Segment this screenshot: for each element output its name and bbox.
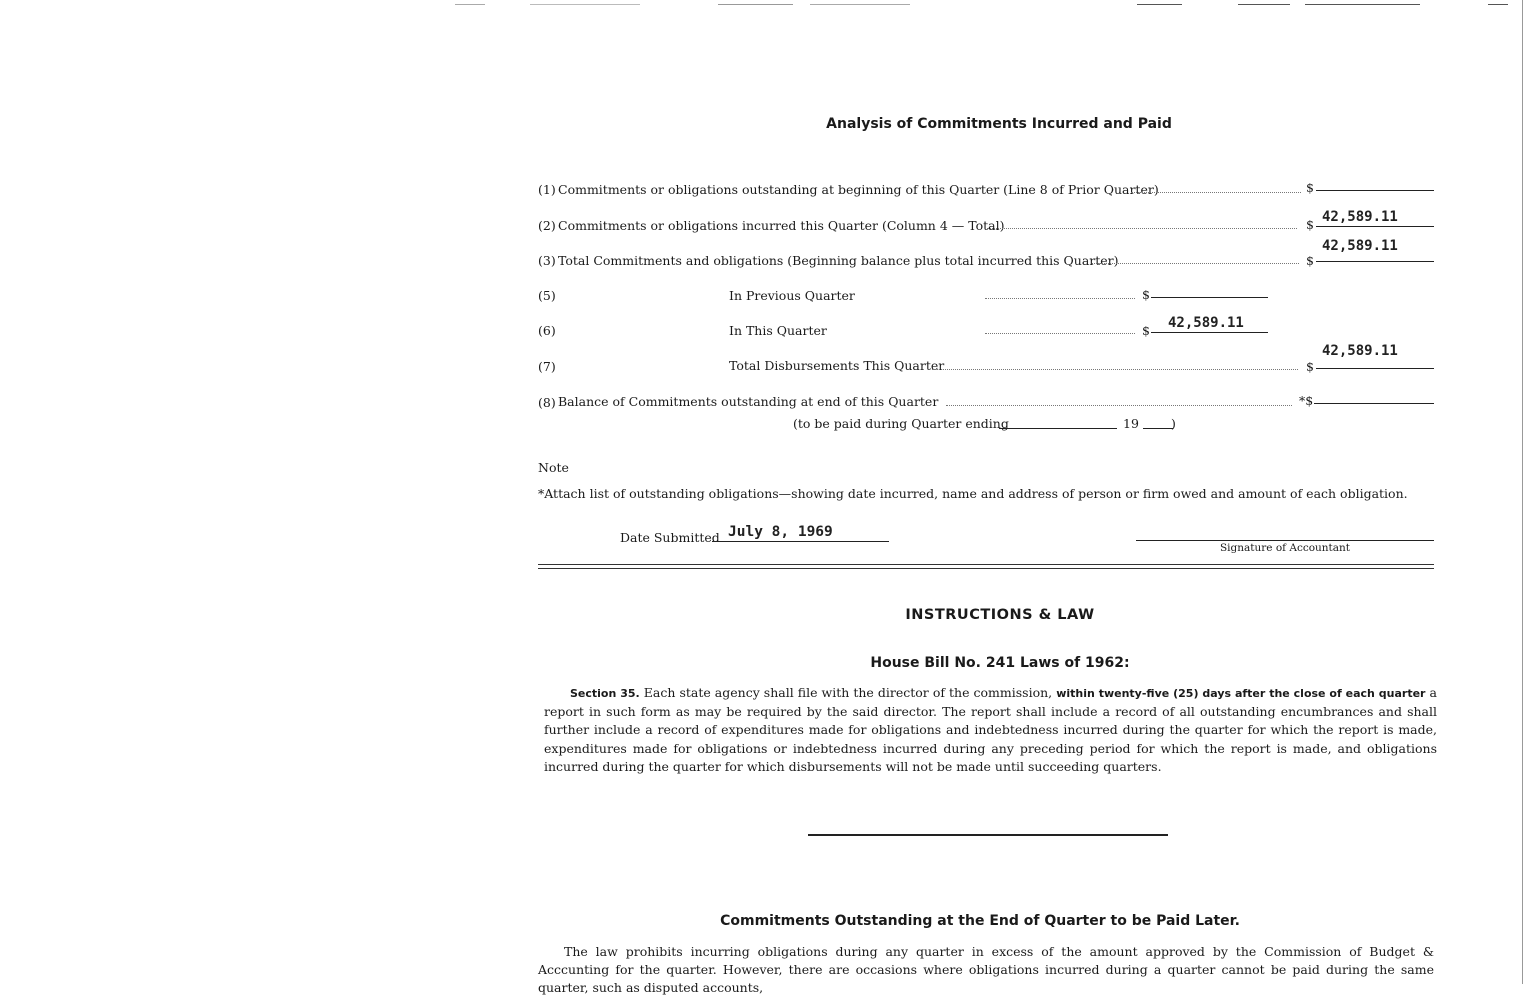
line-8-label: Balance of Commitments outstanding at end of this Quarter (558, 394, 939, 409)
section-35-paragraph (544, 684, 1437, 776)
signature-line (1136, 540, 1434, 541)
signature-label: Signature of Accountant (1219, 542, 1351, 554)
line-6-number: (6) (538, 323, 556, 338)
analysis-title: Analysis of Commitments Incurred and Paid (826, 116, 1172, 132)
line-2-leader (987, 228, 1297, 229)
line-7-dollar: $ (1306, 359, 1314, 374)
line-3-label: Total Commitments and obligations (Beginning balance plus total incurred this Quarter) (558, 253, 1119, 268)
date-submitted-line (712, 541, 889, 542)
line-5-number: (5) (538, 288, 556, 303)
line-7-label: Total Disbursements This Quarter (729, 358, 945, 373)
line-2-label: Commitments or obligations incurred this Quarter (Column 4 — Total) (558, 218, 1005, 233)
bill-title: House Bill No. 241 Laws of 1962: (870, 655, 1130, 671)
line-8-dollar: *$ (1299, 393, 1314, 408)
line-3-amount: 42,589.11 (1322, 238, 1398, 254)
line-3-dollar: $ (1306, 253, 1314, 268)
line-1-dollar: $ (1306, 180, 1314, 195)
line-7-leader (932, 369, 1298, 370)
line-7-number: (7) (538, 359, 556, 374)
line-5-dollar: $ (1142, 287, 1150, 302)
section-text-2: a report in such form as may be required by the said director. The report shall include a record of all outstanding encumbrances and shall further include a record of expenditures made for obligations and indebtedness incurred during the quarter for which the report is made, expenditures made for obligations or indebtedness incurred during any preceding period for which the report is made, and obligations incurred during the quarter for which disbursements will not be made until succeeding quarters. (544, 685, 1437, 774)
quarter-ending-close: ) (1171, 416, 1176, 431)
line-6-leader (985, 333, 1135, 334)
line-8-number: (8) (538, 395, 556, 410)
line-6-label: In This Quarter (729, 323, 827, 338)
line-5-label: In Previous Quarter (729, 288, 855, 303)
line-1-amount-line (1316, 190, 1434, 191)
line-8-amount-line (1314, 403, 1434, 404)
date-submitted-value: July 8, 1969 (728, 524, 833, 540)
line-7-amount-line (1316, 368, 1434, 369)
section-label: Section 35. (570, 687, 640, 700)
instructions-title: INSTRUCTIONS & LAW (905, 607, 1095, 623)
line-5-leader (985, 298, 1135, 299)
line-2-amount-line (1316, 226, 1434, 227)
section-bold-text: within twenty-five (25) days after the close of each quarter (1056, 687, 1426, 700)
line-8-leader (946, 405, 1292, 406)
note-text: *Attach list of outstanding obligations—showing date incurred, name and address of person or firm owed and amount of each obligation. (538, 486, 1408, 501)
line-3-leader (1092, 263, 1299, 264)
line-3-number: (3) (538, 253, 556, 268)
section-text-1: Each state agency shall file with the director of the commission, (643, 685, 1053, 700)
line-6-amount: 42,589.11 (1168, 315, 1244, 331)
right-edge-rule (1522, 0, 1523, 984)
line-2-amount: 42,589.11 (1322, 209, 1398, 225)
line-5-amount-line (1151, 297, 1268, 298)
later-title: Commitments Outstanding at the End of Quarter to be Paid Later. (720, 913, 1240, 929)
line-2-dollar: $ (1306, 217, 1314, 232)
line-1-leader (1131, 192, 1301, 193)
quarter-ending-year-prefix: 19 (1123, 416, 1139, 431)
quarter-ending-label: (to be paid during Quarter ending (793, 416, 1009, 431)
line-1-label: Commitments or obligations outstanding at beginning of this Quarter (Line 8 of Prior Quarter) (558, 182, 1159, 197)
section-divider (538, 564, 1434, 569)
line-6-dollar: $ (1142, 323, 1150, 338)
later-paragraph: The law prohibits incurring obligations during any quarter in excess of the amount approved by the Commission of Budget & Acccunting for the quarter. However, there are occasions where obligations incurred during a quarter cannot be paid during the same quarter, such as disputed accounts, (538, 944, 1434, 996)
line-7-amount: 42,589.11 (1322, 343, 1398, 359)
line-1-number: (1) (538, 182, 556, 197)
quarter-ending-year-line (1143, 428, 1173, 429)
line-3-amount-line (1316, 261, 1434, 262)
short-divider (808, 834, 1168, 836)
line-6-amount-line (1151, 332, 1268, 333)
quarter-ending-line (999, 428, 1117, 429)
date-submitted-label: Date Submitted (620, 530, 720, 545)
line-2-number: (2) (538, 218, 556, 233)
note-label: Note (538, 460, 569, 475)
